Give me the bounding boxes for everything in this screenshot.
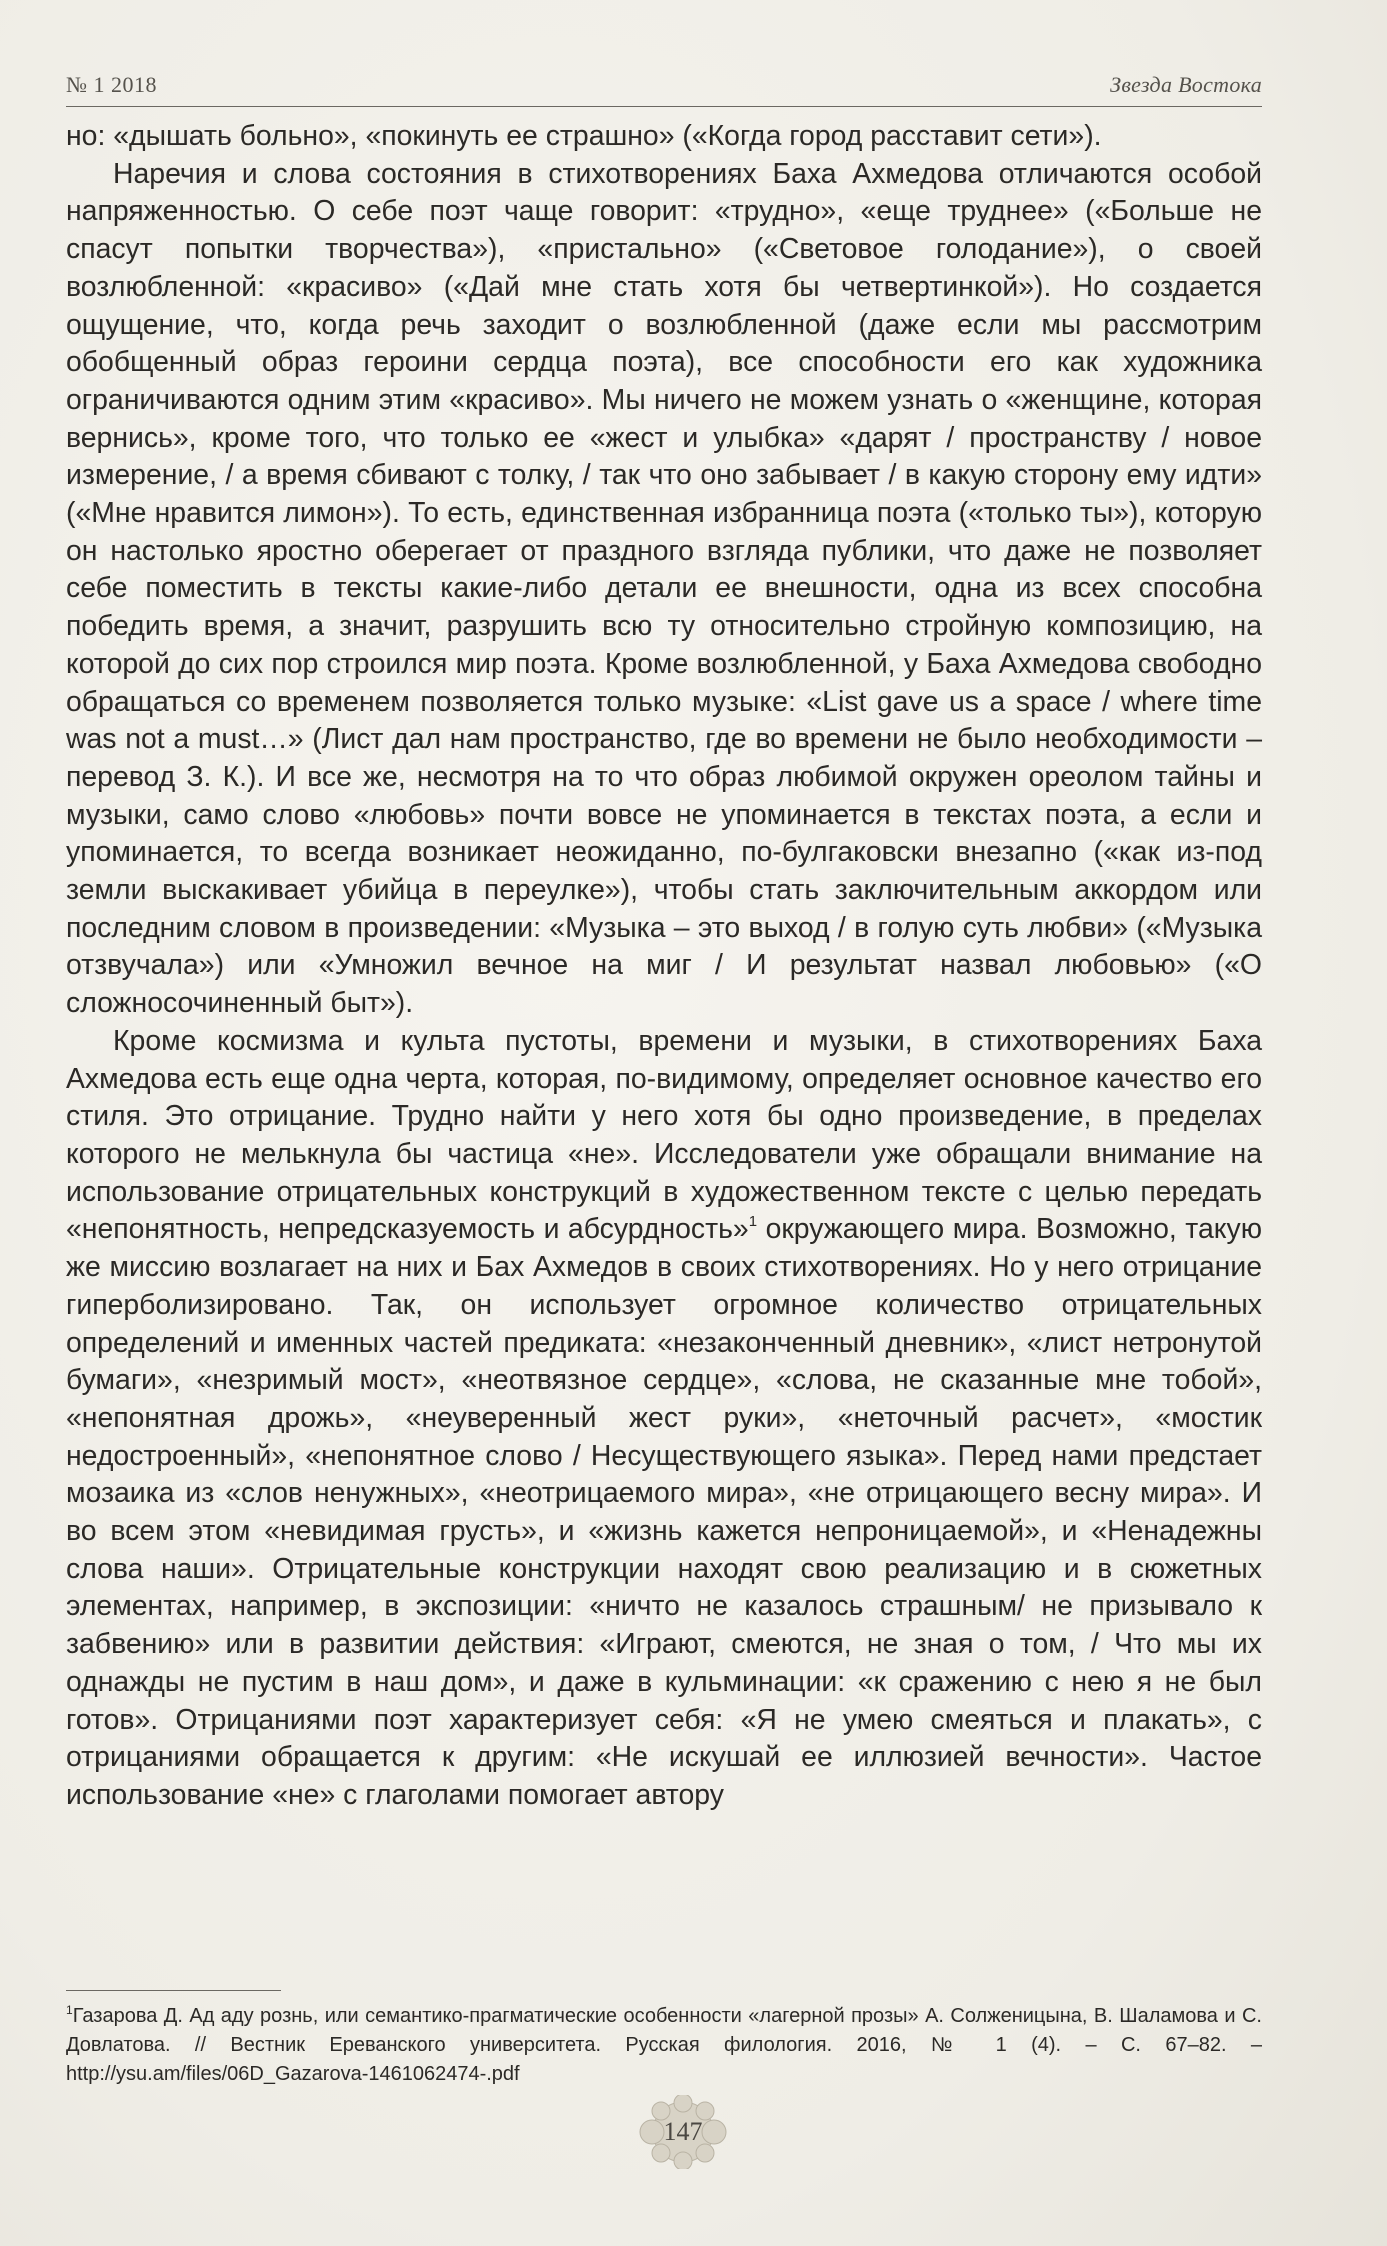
- footnote-reference[interactable]: 1: [748, 1213, 758, 1231]
- paragraph-negation: [66, 1023, 1262, 1815]
- running-header: [66, 66, 1262, 107]
- paragraph-adverbs: Наречия и слова состояния в стихотворениях Баха Ахмедова отличаются особой напряженностью. О себе поэт чаще говорит: «трудно», «еще труднее» («Больше не спасут попытки творчества»), «пристально» («Световое голодание»), о своей возлюбленной: «красиво» («Дай мне стать хотя бы четвертинкой»). Но создается ощущение, что, когда речь заходит о возлюбленной (даже если мы рассмотрим обобщенный образ героини сердца поэта), все способности его как художника ограничиваются одним этим «красиво». Мы ничего не можем узнать о «женщине, которая вернись», кроме того, что только ее «жест и улыбка» «дарят / пространству / новое измерение, / а время сбивают с толку, / так что оно забывает / в какую сторону ему идти» («Мне нравится лимон»). То есть, единственная избранница поэта («только ты»), которую он настолько яростно оберегает от праздного взгляда публики, что даже не позволяет себе поместить в тексты какие-либо детали ее внешности, одна из всех способна победить время, а значит, разрушить всю ту относительно стройную композицию, на которой до сих пор строился мир поэта. Кроме возлюбленной, у Баха Ахмедова свободно обращаться со временем позволяется только музыке: «List gave us a space / where time was not a must…» (Лист дал нам пространство, где во времени не было необходимости – перевод З. К.). И все же, несмотря на то что образ любимой окружен ореолом тайны и музыки, само слово «любовь» почти вовсе не упоминается в текстах поэта, а если и упоминается, то всегда возникает неожиданно, по-булгаковски внезапно («как из-под земли выскакивает убийца в переулке»), чтобы стать заключительным аккордом или последним словом в произведении: «Музыка – это выход / в голую суть любви» («Музыка отзвучала») или «Умножил вечное на миг / И результат назвал любовью» («О сложносочиненный быт»).: [66, 157, 1262, 1020]
- paragraph-negation-part1: Кроме космизма и культа пустоты, времени и музыки, в стихотворениях Баха Ахмедова есть еще одна черта, которая, по-видимому, определяет основное качество его стиля. Это отрицание. Трудно найти у него хотя бы одно произведение, в пределах которого не мелькнула бы частица «не». Исследователи уже обращали внимание на использование отрицательных конструкций в художественном тексте с целью передать «непонятность, непредсказуемость и абсурдность»: [66, 1024, 1262, 1246]
- paragraph-negation-part2: окружающего мира. Возможно, такую же миссию возлагает на них и Бах Ахмедов в своих стихотворениях. Но у него отрицание гиперболизировано. Так, он использует огромное количество отрицательных определений и именных частей предиката: «незаконченный дневник», «лист нетронутой бумаги», «незримый мост», «неотвязное сердце», «слова, не сказанные мне тобой», «непонятная дрожь», «неуверенный жест руки», «неточный расчет», «мостик недостроенный», «непонятное слово / Несуществующего языка». Перед нами предстает мозаика из «слов ненужных», «неотрицаемого мира», «не отрицающего весну мира». И во всем этом «невидимая грусть», и «жизнь кажется непроницаемой», и «Ненадежны слова наши». Отрицательные конструкции находят свою реализацию и в сюжетных элементах, например, в экспозиции: «ничто не казалось страшным/ не призывало к забвению» или в развитии действия: «Играют, смеются, не зная о том, / Что мы их однажды не пустим в наш дом», и даже в кульминации: «к сражению с нею я не был готов». Отрицаниями поэт характеризует себя: «Я не умею смеяться и плакать», с отрицаниями обращается к другим: «Не искушай ее иллюзией вечности». Частое использование «не» с глаголами помогает автору: [66, 1213, 1263, 1811]
- issue-label: № 1 2018: [66, 72, 157, 97]
- journal-title: Звезда Востока: [1110, 72, 1262, 97]
- page-number: 147: [663, 2117, 703, 2146]
- footnote-text: Газарова Д. Ад аду рознь, или семантико-прагматические особенности «лагерной прозы» А. Солженицына, В. Шаламова и С. Довлатова. // Вестник Ереванского университета. Русская филология. 2016, № 1 (4). – С. 67–82. – http://ysu.am/files/06D_Gazarova-1461062474-.pdf: [66, 2005, 1262, 2085]
- footnote-number: 1: [66, 2003, 73, 2017]
- paragraph-continuation: но: «дышать больно», «покинуть ее страшно» («Когда город расставит сети»).: [66, 120, 1102, 152]
- page-number-ornament: [624, 2095, 742, 2169]
- footnote: [66, 2002, 1262, 2089]
- footnote-divider: [66, 1990, 281, 1991]
- main-text: [66, 118, 1262, 1815]
